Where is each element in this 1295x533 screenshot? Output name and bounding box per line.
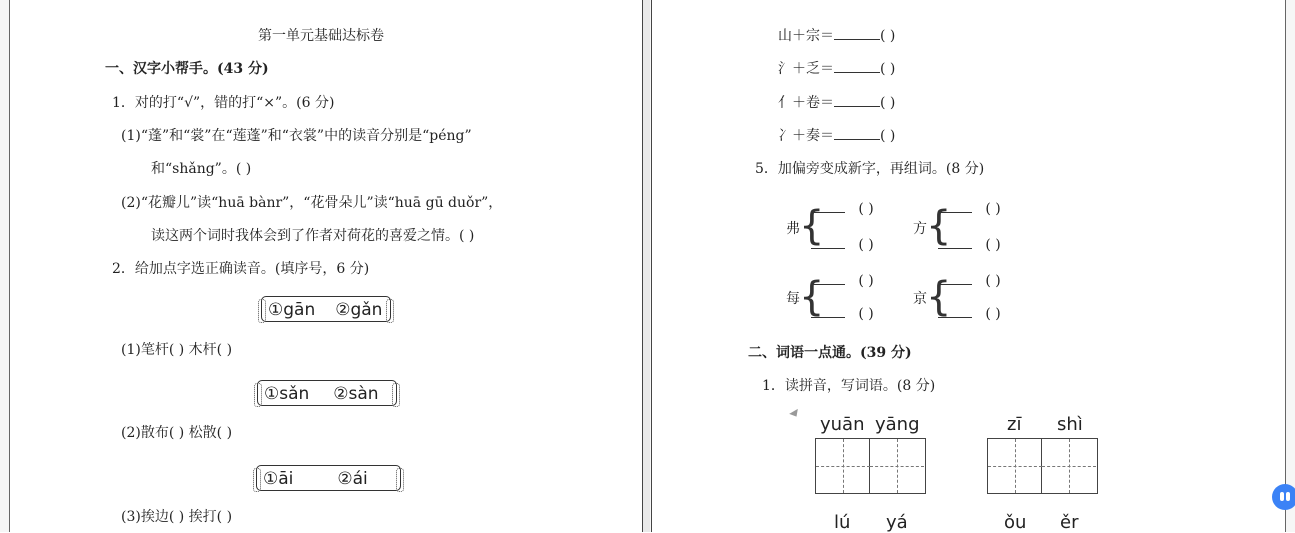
- equation-paren: ( ): [880, 61, 896, 77]
- equation-text: 冫＋奏＝: [778, 128, 834, 144]
- question-2-2: (2)散布( ) 松散( ): [121, 425, 233, 441]
- blank-row: [938, 200, 1001, 217]
- blank-row: [811, 305, 874, 322]
- page-edge-right: [1285, 0, 1286, 532]
- page-right: [651, 0, 1285, 532]
- brace-icon: {: [926, 274, 952, 320]
- pinyin-lu: lú: [834, 512, 851, 533]
- grid-cell[interactable]: [988, 439, 1042, 493]
- paren: ( ): [985, 306, 1001, 322]
- pinyin-option-box-2: [257, 380, 397, 406]
- question-1-1-line1: (1)“蓬”和“裳”在“莲蓬”和“衣裳”中的读音分别是“péng”: [121, 128, 472, 144]
- equation-paren: ( ): [880, 95, 896, 111]
- page-gap: [643, 0, 650, 532]
- paren: ( ): [858, 306, 874, 322]
- option-1: ①gān: [268, 300, 316, 320]
- grid-cell[interactable]: [870, 439, 924, 493]
- grid-cell[interactable]: [1042, 439, 1096, 493]
- question-1-2-line1: (2)“花瓣儿”读“huā bànr”，“花骨朵儿”读“huā gū duǒr”，: [121, 195, 503, 211]
- paren: ( ): [985, 273, 1001, 289]
- question-1-1-line2: 和“shǎng”。( ): [151, 161, 252, 177]
- question-1: 1．对的打“√”，错的打“×”。(6 分): [112, 95, 335, 111]
- paren: ( ): [858, 237, 874, 253]
- pinyin-shi: shì: [1057, 414, 1083, 435]
- equation-text: 亻＋卷＝: [778, 95, 834, 111]
- pinyin-yang: yāng: [875, 414, 920, 435]
- radical-mei: 每: [786, 291, 800, 307]
- equation-2: [778, 58, 895, 78]
- paren: ( ): [858, 201, 874, 217]
- question-2: 2．给加点字选正确读音。(填序号，6 分): [112, 261, 370, 277]
- blank-row: [811, 272, 874, 289]
- paren: ( ): [985, 237, 1001, 253]
- pinyin-er: ěr: [1060, 512, 1079, 533]
- writing-grid-2[interactable]: [987, 438, 1098, 494]
- pinyin-zi: zī: [1007, 414, 1022, 435]
- equation-paren: ( ): [880, 28, 896, 44]
- blank-row: [938, 236, 1001, 253]
- radical-fang: 方: [913, 221, 927, 237]
- assistant-chat-icon[interactable]: [1272, 484, 1295, 510]
- equation-text: 氵＋乏＝: [778, 61, 834, 77]
- option-1: ①sǎn: [264, 384, 310, 404]
- section-2-question-1: 1．读拼音，写词语。(8 分): [762, 378, 936, 394]
- blank-row: [938, 272, 1001, 289]
- question-2-1: (1)笔杆( ) 木杆( ): [121, 342, 233, 358]
- page-edge-left: [9, 0, 10, 532]
- equation-paren: ( ): [880, 128, 896, 144]
- equation-text: 山＋宗＝: [778, 28, 834, 44]
- option-2: ②ái: [337, 469, 368, 489]
- section-2-heading: 二、词语一点通。(39 分): [748, 345, 912, 361]
- blank-row: [938, 305, 1001, 322]
- brace-icon: {: [799, 274, 825, 320]
- option-1: ①āi: [263, 469, 294, 489]
- pinyin-ou: ǒu: [1004, 512, 1027, 533]
- blank-row: [811, 236, 874, 253]
- paren: ( ): [985, 201, 1001, 217]
- option-2: ②sàn: [333, 384, 379, 404]
- pinyin-ya: yá: [886, 512, 908, 533]
- question-1-2-line2: 读这两个词时我体会到了作者对荷花的喜爱之情。( ): [151, 228, 475, 244]
- equation-4: [778, 125, 895, 145]
- option-2: ②gǎn: [335, 300, 383, 320]
- grid-cell[interactable]: [816, 439, 870, 493]
- equation-3: [778, 92, 895, 112]
- radical-fu: 弗: [786, 221, 800, 237]
- question-2-3: (3)挨边( ) 挨打( ): [121, 509, 233, 525]
- paren: ( ): [858, 273, 874, 289]
- brace-icon: {: [926, 203, 952, 249]
- writing-grid-1[interactable]: [815, 438, 926, 494]
- section-1-heading: 一、汉字小帮手。(43 分): [105, 61, 269, 77]
- question-5: 5．加偏旁变成新字，再组词。(8 分): [755, 161, 985, 177]
- blank-row: [811, 200, 874, 217]
- exam-title: 第一单元基础达标卷: [258, 28, 384, 44]
- pinyin-yuan: yuān: [820, 414, 865, 435]
- pinyin-option-box-3: [256, 465, 401, 491]
- equation-1: [778, 25, 895, 45]
- radical-jing: 京: [913, 291, 927, 307]
- brace-icon: {: [799, 203, 825, 249]
- pinyin-option-box-1: [261, 296, 391, 322]
